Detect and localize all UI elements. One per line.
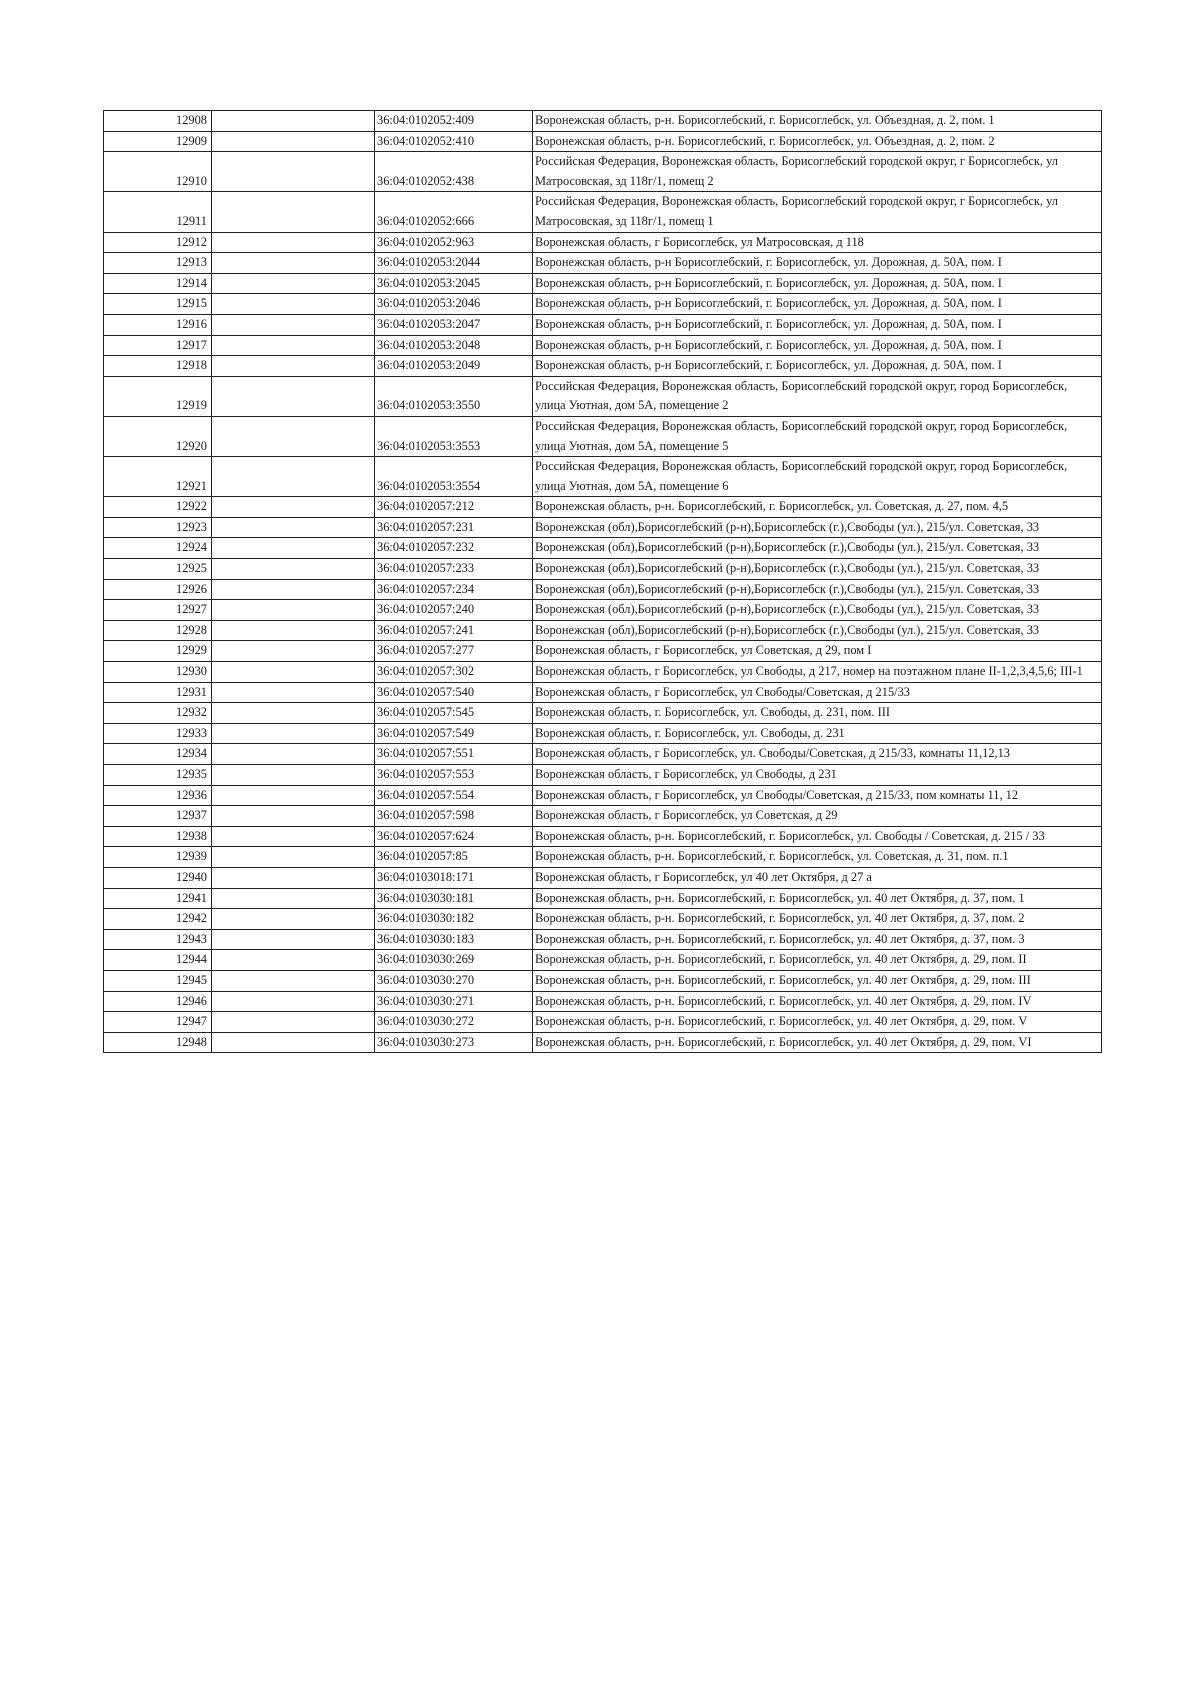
row-number-cell: 12931 bbox=[104, 682, 212, 703]
table-row bbox=[104, 600, 1102, 621]
address-cell: Воронежская (обл),Борисоглебский (р-н),Борисоглебск (г.),Свободы (ул.), 215/ул. Советская, 33 bbox=[533, 559, 1102, 580]
row-number-cell: 12915 bbox=[104, 294, 212, 315]
row-number-cell: 12941 bbox=[104, 888, 212, 909]
cadastral-number-cell: 36:04:0102052:409 bbox=[375, 111, 533, 132]
empty-cell bbox=[212, 785, 375, 806]
address-cell: Воронежская область, г Борисоглебск, ул. Свободы/Советская, д 215/33, комнаты 11,12,13 bbox=[533, 744, 1102, 765]
empty-cell bbox=[212, 232, 375, 253]
row-number-cell: 12942 bbox=[104, 909, 212, 930]
empty-cell bbox=[212, 682, 375, 703]
table-row bbox=[104, 950, 1102, 971]
empty-cell bbox=[212, 457, 375, 497]
row-number-cell: 12946 bbox=[104, 991, 212, 1012]
table-row bbox=[104, 416, 1102, 456]
cadastral-number-cell: 36:04:0102057:240 bbox=[375, 600, 533, 621]
table-row bbox=[104, 1032, 1102, 1053]
table-row bbox=[104, 253, 1102, 274]
empty-cell bbox=[212, 559, 375, 580]
cadastral-number-cell: 36:04:0102057:85 bbox=[375, 847, 533, 868]
address-cell: Воронежская (обл),Борисоглебский (р-н),Борисоглебск (г.),Свободы (ул.), 215/ул. Советская, 33 bbox=[533, 538, 1102, 559]
empty-cell bbox=[212, 314, 375, 335]
address-cell: Воронежская область, р-н Борисоглебский, г. Борисоглебск, ул. Дорожная, д. 50А, пом. I bbox=[533, 335, 1102, 356]
table-row bbox=[104, 517, 1102, 538]
row-number-cell: 12936 bbox=[104, 785, 212, 806]
table-row bbox=[104, 888, 1102, 909]
row-number-cell: 12917 bbox=[104, 335, 212, 356]
table-row bbox=[104, 744, 1102, 765]
cadastral-number-cell: 36:04:0102057:231 bbox=[375, 517, 533, 538]
row-number-cell: 12908 bbox=[104, 111, 212, 132]
cadastral-number-cell: 36:04:0102053:2045 bbox=[375, 273, 533, 294]
row-number-cell: 12912 bbox=[104, 232, 212, 253]
row-number-cell: 12932 bbox=[104, 703, 212, 724]
empty-cell bbox=[212, 152, 375, 192]
table-row bbox=[104, 192, 1102, 232]
row-number-cell: 12922 bbox=[104, 497, 212, 518]
row-number-cell: 12910 bbox=[104, 152, 212, 192]
cadastral-number-cell: 36:04:0103030:181 bbox=[375, 888, 533, 909]
cadastral-number-cell: 36:04:0103018:171 bbox=[375, 867, 533, 888]
table-row bbox=[104, 929, 1102, 950]
row-number-cell: 12928 bbox=[104, 620, 212, 641]
cadastral-number-cell: 36:04:0102053:2046 bbox=[375, 294, 533, 315]
empty-cell bbox=[212, 1032, 375, 1053]
row-number-cell: 12935 bbox=[104, 765, 212, 786]
row-number-cell: 12913 bbox=[104, 253, 212, 274]
cadastral-number-cell: 36:04:0102057:545 bbox=[375, 703, 533, 724]
empty-cell bbox=[212, 950, 375, 971]
address-cell: Воронежская область, р-н. Борисоглебский, г. Борисоглебск, ул. 40 лет Октября, д. 29, пом. IV bbox=[533, 991, 1102, 1012]
table-row bbox=[104, 559, 1102, 580]
cadastral-number-cell: 36:04:0102053:2044 bbox=[375, 253, 533, 274]
table-row bbox=[104, 867, 1102, 888]
row-number-cell: 12918 bbox=[104, 356, 212, 377]
cadastral-number-cell: 36:04:0103030:269 bbox=[375, 950, 533, 971]
cadastral-number-cell: 36:04:0102057:233 bbox=[375, 559, 533, 580]
empty-cell bbox=[212, 517, 375, 538]
empty-cell bbox=[212, 376, 375, 416]
cadastral-number-cell: 36:04:0102052:410 bbox=[375, 131, 533, 152]
empty-cell bbox=[212, 111, 375, 132]
cadastral-number-cell: 36:04:0102053:2049 bbox=[375, 356, 533, 377]
table-row bbox=[104, 152, 1102, 192]
address-cell: Воронежская область, р-н. Борисоглебский, г. Борисоглебск, ул. 40 лет Октября, д. 29, пом. VI bbox=[533, 1032, 1102, 1053]
row-number-cell: 12934 bbox=[104, 744, 212, 765]
empty-cell bbox=[212, 991, 375, 1012]
address-cell: Воронежская область, р-н Борисоглебский, г. Борисоглебск, ул. Дорожная, д. 50А, пом. I bbox=[533, 314, 1102, 335]
empty-cell bbox=[212, 847, 375, 868]
empty-cell bbox=[212, 929, 375, 950]
row-number-cell: 12943 bbox=[104, 929, 212, 950]
address-cell: Воронежская область, р-н. Борисоглебский, г. Борисоглебск, ул. Свободы / Советская, д. 215 / 33 bbox=[533, 826, 1102, 847]
address-cell: Воронежская область, р-н Борисоглебский, г. Борисоглебск, ул. Дорожная, д. 50А, пом. I bbox=[533, 294, 1102, 315]
empty-cell bbox=[212, 909, 375, 930]
address-cell: Воронежская область, р-н Борисоглебский, г. Борисоглебск, ул. Дорожная, д. 50А, пом. I bbox=[533, 253, 1102, 274]
address-cell: Воронежская область, р-н. Борисоглебский, г. Борисоглебск, ул. 40 лет Октября, д. 37, пом. 3 bbox=[533, 929, 1102, 950]
row-number-cell: 12914 bbox=[104, 273, 212, 294]
empty-cell bbox=[212, 579, 375, 600]
address-cell: Воронежская область, р-н. Борисоглебский, г. Борисоглебск, ул. 40 лет Октября, д. 29, пом. II bbox=[533, 950, 1102, 971]
table-row bbox=[104, 785, 1102, 806]
table-row bbox=[104, 294, 1102, 315]
row-number-cell: 12911 bbox=[104, 192, 212, 232]
row-number-cell: 12921 bbox=[104, 457, 212, 497]
empty-cell bbox=[212, 620, 375, 641]
empty-cell bbox=[212, 641, 375, 662]
cadastral-number-cell: 36:04:0103030:183 bbox=[375, 929, 533, 950]
empty-cell bbox=[212, 335, 375, 356]
empty-cell bbox=[212, 703, 375, 724]
address-cell: Воронежская область, г Борисоглебск, ул Советская, д 29 bbox=[533, 806, 1102, 827]
empty-cell bbox=[212, 662, 375, 683]
row-number-cell: 12947 bbox=[104, 1012, 212, 1033]
empty-cell bbox=[212, 253, 375, 274]
empty-cell bbox=[212, 806, 375, 827]
empty-cell bbox=[212, 888, 375, 909]
table-row bbox=[104, 620, 1102, 641]
address-cell: Воронежская область, р-н. Борисоглебский, г. Борисоглебск, ул. Объездная, д. 2, пом. 1 bbox=[533, 111, 1102, 132]
address-cell: Воронежская область, р-н. Борисоглебский, г. Борисоглебск, ул. Объездная, д. 2, пом. 2 bbox=[533, 131, 1102, 152]
row-number-cell: 12927 bbox=[104, 600, 212, 621]
address-cell: Воронежская (обл),Борисоглебский (р-н),Борисоглебск (г.),Свободы (ул.), 215/ул. Советская, 33 bbox=[533, 517, 1102, 538]
table-row bbox=[104, 497, 1102, 518]
cadastral-number-cell: 36:04:0102053:3554 bbox=[375, 457, 533, 497]
row-number-cell: 12948 bbox=[104, 1032, 212, 1053]
cadastral-number-cell: 36:04:0102057:549 bbox=[375, 723, 533, 744]
address-cell: Воронежская область, г. Борисоглебск, ул. Свободы, д. 231, пом. III bbox=[533, 703, 1102, 724]
address-cell: Воронежская область, р-н. Борисоглебский, г. Борисоглебск, ул. 40 лет Октября, д. 37, пом. 2 bbox=[533, 909, 1102, 930]
address-cell: Воронежская область, г Борисоглебск, ул Свободы/Советская, д 215/33, пом комнаты 11, 12 bbox=[533, 785, 1102, 806]
address-cell: Воронежская область, р-н Борисоглебский, г. Борисоглебск, ул. Дорожная, д. 50А, пом. I bbox=[533, 356, 1102, 377]
cadastral-number-cell: 36:04:0103030:182 bbox=[375, 909, 533, 930]
empty-cell bbox=[212, 826, 375, 847]
empty-cell bbox=[212, 744, 375, 765]
registry-table-body bbox=[104, 111, 1102, 1053]
table-row bbox=[104, 641, 1102, 662]
cadastral-number-cell: 36:04:0102053:3553 bbox=[375, 416, 533, 456]
cadastral-number-cell: 36:04:0102057:277 bbox=[375, 641, 533, 662]
empty-cell bbox=[212, 416, 375, 456]
row-number-cell: 12933 bbox=[104, 723, 212, 744]
cadastral-number-cell: 36:04:0103030:273 bbox=[375, 1032, 533, 1053]
table-row bbox=[104, 1012, 1102, 1033]
row-number-cell: 12925 bbox=[104, 559, 212, 580]
address-cell: Воронежская область, г Борисоглебск, ул Советская, д 29, пом I bbox=[533, 641, 1102, 662]
empty-cell bbox=[212, 723, 375, 744]
table-row bbox=[104, 723, 1102, 744]
cadastral-number-cell: 36:04:0102057:212 bbox=[375, 497, 533, 518]
address-cell: Воронежская область, р-н. Борисоглебский, г. Борисоглебск, ул. 40 лет Октября, д. 37, пом. 1 bbox=[533, 888, 1102, 909]
address-cell: Российская Федерация, Воронежская область, Борисоглебский городской округ, город Борисоглебск, улица Уютная, дом 5А, помещение 6 bbox=[533, 457, 1102, 497]
empty-cell bbox=[212, 356, 375, 377]
address-cell: Воронежская (обл),Борисоглебский (р-н),Борисоглебск (г.),Свободы (ул.), 215/ул. Советская, 33 bbox=[533, 620, 1102, 641]
cadastral-number-cell: 36:04:0102057:540 bbox=[375, 682, 533, 703]
table-row bbox=[104, 826, 1102, 847]
address-cell: Воронежская область, р-н Борисоглебский, г. Борисоглебск, ул. Дорожная, д. 50А, пом. I bbox=[533, 273, 1102, 294]
cadastral-number-cell: 36:04:0103030:270 bbox=[375, 970, 533, 991]
empty-cell bbox=[212, 867, 375, 888]
table-row bbox=[104, 457, 1102, 497]
row-number-cell: 12919 bbox=[104, 376, 212, 416]
table-row bbox=[104, 232, 1102, 253]
cadastral-number-cell: 36:04:0102057:598 bbox=[375, 806, 533, 827]
row-number-cell: 12937 bbox=[104, 806, 212, 827]
address-cell: Воронежская (обл),Борисоглебский (р-н),Борисоглебск (г.),Свободы (ул.), 215/ул. Советская, 33 bbox=[533, 600, 1102, 621]
row-number-cell: 12930 bbox=[104, 662, 212, 683]
row-number-cell: 12924 bbox=[104, 538, 212, 559]
address-cell: Воронежская область, р-н. Борисоглебский, г. Борисоглебск, ул. Советская, д. 27, пом. 4,5 bbox=[533, 497, 1102, 518]
row-number-cell: 12938 bbox=[104, 826, 212, 847]
cadastral-number-cell: 36:04:0102057:302 bbox=[375, 662, 533, 683]
address-cell: Воронежская область, г Борисоглебск, ул 40 лет Октября, д 27 а bbox=[533, 867, 1102, 888]
address-cell: Воронежская область, р-н. Борисоглебский, г. Борисоглебск, ул. 40 лет Октября, д. 29, пом. III bbox=[533, 970, 1102, 991]
row-number-cell: 12939 bbox=[104, 847, 212, 868]
cadastral-number-cell: 36:04:0102057:554 bbox=[375, 785, 533, 806]
address-cell: Российская Федерация, Воронежская область, Борисоглебский городской округ, город Борисоглебск, улица Уютная, дом 5А, помещение 5 bbox=[533, 416, 1102, 456]
address-cell: Российская Федерация, Воронежская область, Борисоглебский городской округ, город Борисоглебск, улица Уютная, дом 5А, помещение 2 bbox=[533, 376, 1102, 416]
cadastral-number-cell: 36:04:0103030:272 bbox=[375, 1012, 533, 1033]
table-row bbox=[104, 909, 1102, 930]
row-number-cell: 12926 bbox=[104, 579, 212, 600]
table-row bbox=[104, 703, 1102, 724]
table-row bbox=[104, 111, 1102, 132]
cadastral-number-cell: 36:04:0102057:232 bbox=[375, 538, 533, 559]
table-row bbox=[104, 806, 1102, 827]
empty-cell bbox=[212, 970, 375, 991]
table-row bbox=[104, 682, 1102, 703]
table-row bbox=[104, 314, 1102, 335]
table-row bbox=[104, 579, 1102, 600]
empty-cell bbox=[212, 497, 375, 518]
address-cell: Воронежская область, г Борисоглебск, ул Матросовская, д 118 bbox=[533, 232, 1102, 253]
row-number-cell: 12916 bbox=[104, 314, 212, 335]
empty-cell bbox=[212, 131, 375, 152]
address-cell: Воронежская (обл),Борисоглебский (р-н),Борисоглебск (г.),Свободы (ул.), 215/ул. Советская, 33 bbox=[533, 579, 1102, 600]
row-number-cell: 12945 bbox=[104, 970, 212, 991]
cadastral-number-cell: 36:04:0102052:438 bbox=[375, 152, 533, 192]
empty-cell bbox=[212, 765, 375, 786]
cadastral-number-cell: 36:04:0103030:271 bbox=[375, 991, 533, 1012]
address-cell: Воронежская область, р-н. Борисоглебский, г. Борисоглебск, ул. Советская, д. 31, пом. п.1 bbox=[533, 847, 1102, 868]
table-row bbox=[104, 273, 1102, 294]
address-cell: Воронежская область, г Борисоглебск, ул Свободы, д 217, номер на поэтажном плане II-1,2,3,4,5,6; III-1 bbox=[533, 662, 1102, 683]
table-row bbox=[104, 538, 1102, 559]
address-cell: Воронежская область, г Борисоглебск, ул Свободы, д 231 bbox=[533, 765, 1102, 786]
address-cell: Российская Федерация, Воронежская область, Борисоглебский городской округ, г Борисоглебск, ул Матросовская, зд 118г/1, помещ 1 bbox=[533, 192, 1102, 232]
table-row bbox=[104, 376, 1102, 416]
table-row bbox=[104, 991, 1102, 1012]
registry-table bbox=[103, 110, 1102, 1053]
table-row bbox=[104, 847, 1102, 868]
empty-cell bbox=[212, 273, 375, 294]
row-number-cell: 12920 bbox=[104, 416, 212, 456]
empty-cell bbox=[212, 538, 375, 559]
empty-cell bbox=[212, 192, 375, 232]
cadastral-number-cell: 36:04:0102057:241 bbox=[375, 620, 533, 641]
cadastral-number-cell: 36:04:0102052:963 bbox=[375, 232, 533, 253]
table-row bbox=[104, 131, 1102, 152]
row-number-cell: 12944 bbox=[104, 950, 212, 971]
cadastral-number-cell: 36:04:0102052:666 bbox=[375, 192, 533, 232]
address-cell: Воронежская область, р-н. Борисоглебский, г. Борисоглебск, ул. 40 лет Октября, д. 29, пом. V bbox=[533, 1012, 1102, 1033]
address-cell: Российская Федерация, Воронежская область, Борисоглебский городской округ, г Борисоглебск, ул Матросовская, зд 118г/1, помещ 2 bbox=[533, 152, 1102, 192]
address-cell: Воронежская область, г. Борисоглебск, ул. Свободы, д. 231 bbox=[533, 723, 1102, 744]
row-number-cell: 12929 bbox=[104, 641, 212, 662]
table-row bbox=[104, 335, 1102, 356]
row-number-cell: 12923 bbox=[104, 517, 212, 538]
cadastral-number-cell: 36:04:0102057:234 bbox=[375, 579, 533, 600]
table-row bbox=[104, 356, 1102, 377]
empty-cell bbox=[212, 1012, 375, 1033]
cadastral-number-cell: 36:04:0102057:553 bbox=[375, 765, 533, 786]
cadastral-number-cell: 36:04:0102057:551 bbox=[375, 744, 533, 765]
cadastral-number-cell: 36:04:0102053:3550 bbox=[375, 376, 533, 416]
row-number-cell: 12940 bbox=[104, 867, 212, 888]
address-cell: Воронежская область, г Борисоглебск, ул Свободы/Советская, д 215/33 bbox=[533, 682, 1102, 703]
table-row bbox=[104, 765, 1102, 786]
table-row bbox=[104, 662, 1102, 683]
cadastral-number-cell: 36:04:0102053:2047 bbox=[375, 314, 533, 335]
table-row bbox=[104, 970, 1102, 991]
cadastral-number-cell: 36:04:0102057:624 bbox=[375, 826, 533, 847]
row-number-cell: 12909 bbox=[104, 131, 212, 152]
empty-cell bbox=[212, 294, 375, 315]
empty-cell bbox=[212, 600, 375, 621]
cadastral-number-cell: 36:04:0102053:2048 bbox=[375, 335, 533, 356]
